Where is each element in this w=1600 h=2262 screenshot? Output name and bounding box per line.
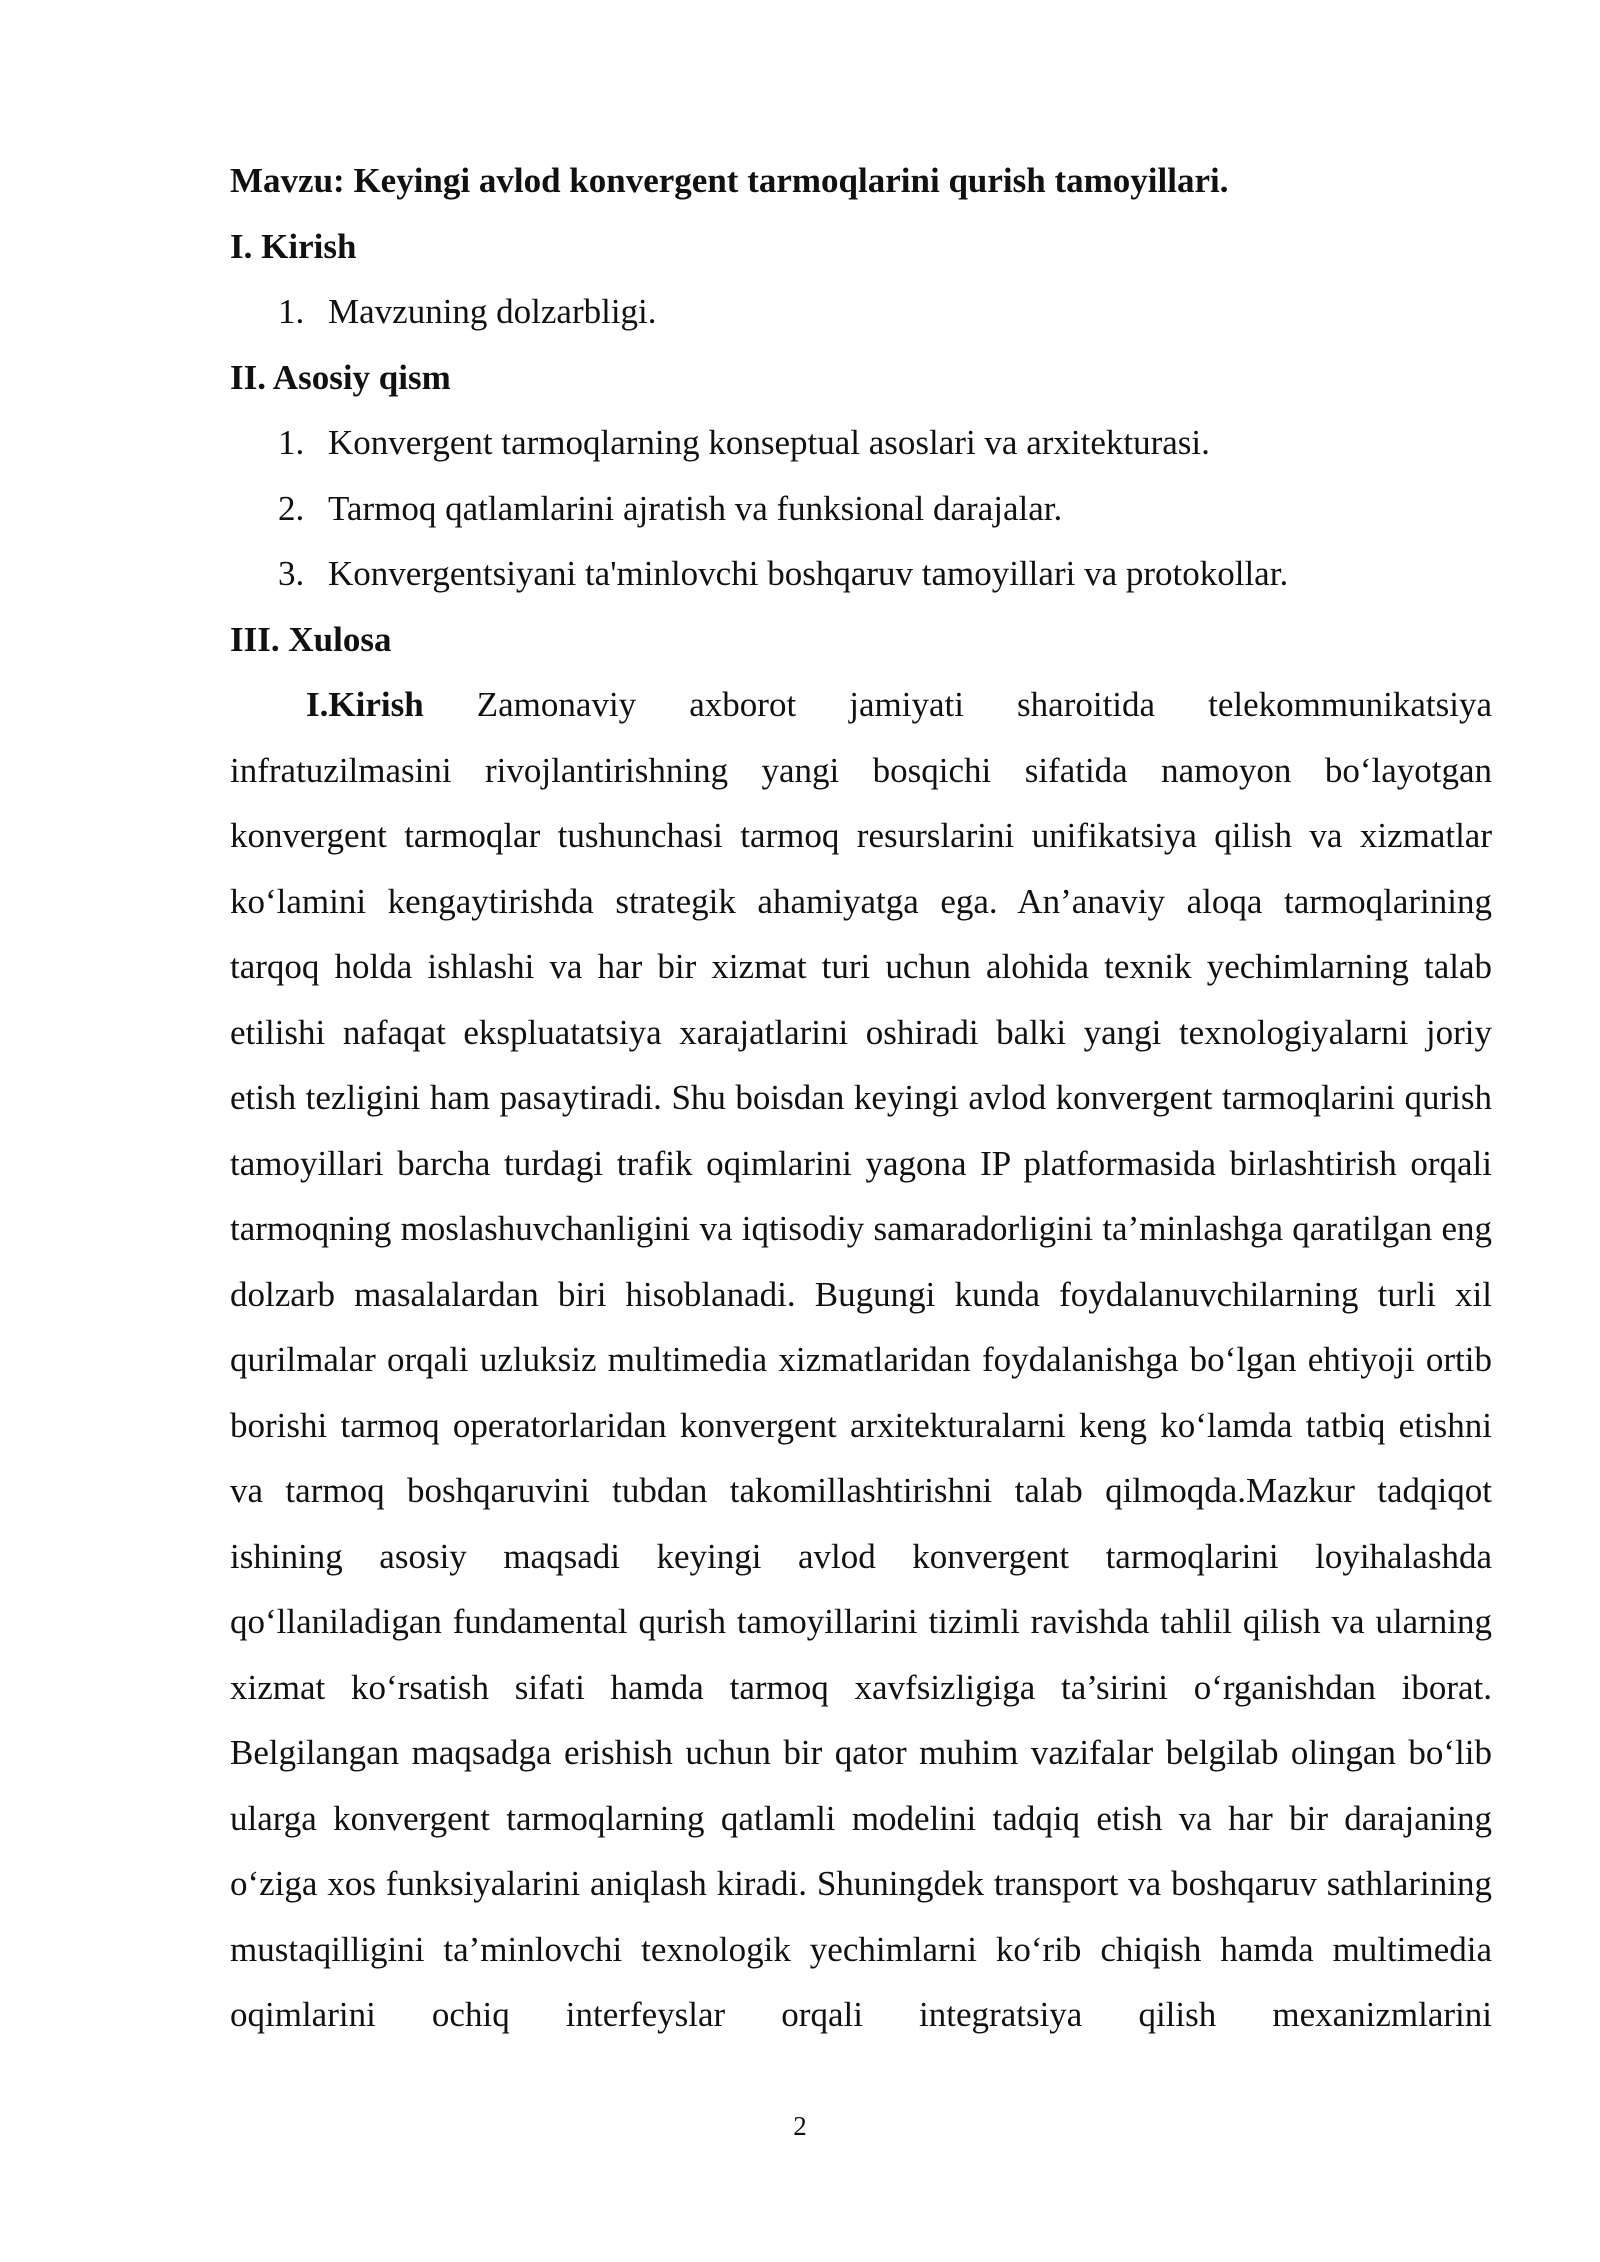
outline-item-text: Tarmoq qatlamlarini ajratish va funksional darajalar. bbox=[328, 488, 1063, 528]
document-title: Mavzu: Keyingi avlod konvergent tarmoqlarini qurish tamoyillari. bbox=[230, 161, 1229, 200]
section-heading-kirish: I. Kirish bbox=[230, 226, 357, 266]
page-content bbox=[230, 148, 1492, 2048]
section-heading-xulosa: III. Xulosa bbox=[230, 619, 392, 659]
outline-item bbox=[230, 541, 1492, 607]
outline-item-number: 1. bbox=[278, 292, 305, 331]
intro-body-text: Zamonaviy axborot jamiyati sharoitida telekommunikatsiya infratuzilmasini rivojlantirishning yangi bosqichi sifatida namoyon bo‘layotgan konvergent tarmoqlar tushunchasi tarmoq resurslarini unifikatsiya qilish va xizmatlar ko‘lamini kengaytirishda strategik ahamiyatga ega. An’anaviy aloqa tarmoqlarining tarqoq holda ishlashi va har bir xizmat turi uchun alohida texnik yechimlarning talab etilishi nafaqat ekspluatatsiya xarajatlarini oshiradi balki yangi texnologiyalarni joriy etish tezligini ham pasaytiradi. Shu boisdan keyingi avlod konvergent tarmoqlarini qurish tamoyillari barcha turdagi trafik oqimlarini yagona IP platformasida birlashtirish orqali tarmoqning moslashuvchanligini va iqtisodiy samaradorligini ta’minlashga qaratilgan eng dolzarb masalalardan biri hisoblanadi. Bugungi kunda foydalanuvchilarning turli xil qurilmalar orqali uzluksiz multimedia xizmatlaridan foydalanishga bo‘lgan ehtiyoji ortib borishi tarmoq operatorlaridan konvergent arxitekturalarni keng ko‘lamda tatbiq etishni va tarmoq boshqaruvini tubdan takomillashtirishni talab qilmoqda.Mazkur tadqiqot ishining asosiy maqsadi keyingi avlod konvergent tarmoqlarini loyihalashda qo‘llaniladigan fundamental qurish tamoyillarini tizimli ravishda tahlil qilish va ularning xizmat ko‘rsatish sifati hamda tarmoq xavfsizligiga ta’sirini o‘rganishdan iborat. Belgilangan maqsadga erishish uchun bir qator muhim vazifalar belgilab olingan bo‘lib ularga konvergent tarmoqlarning qatlamli modelini tadqiq etish va har bir darajaning o‘ziga xos funksiyalarini aniqlash kiradi. Shuningdek transport va boshqaruv sathlarining mustaqilligini ta’minlovchi texnologik yechimlarni ko‘rib chiqish hamda multimedia oqimlarini ochiq interfeyslar orqali integratsiya qilish mexanizmlarini bbox=[230, 685, 1492, 2034]
outline-item-text: Mavzuning dolzarbligi. bbox=[328, 292, 657, 331]
outline-item-text: Konvergentsiyani ta'minlovchi boshqaruv tamoyillari va protokollar. bbox=[328, 554, 1289, 593]
outline-item bbox=[230, 476, 1492, 542]
outline-item bbox=[230, 410, 1492, 476]
page-number: 2 bbox=[793, 2111, 807, 2141]
intro-paragraph bbox=[230, 672, 1492, 2048]
outline-item bbox=[230, 279, 1492, 345]
outline-item-text: Konvergent tarmoqlarning konseptual asoslari va arxitekturasi. bbox=[328, 423, 1210, 462]
intro-run-in-heading: I.Kirish bbox=[306, 685, 424, 724]
section-heading-asosiy-qism: II. Asosiy qism bbox=[230, 357, 451, 397]
outline-item-number: 2. bbox=[278, 488, 305, 528]
outline-item-number: 3. bbox=[278, 554, 305, 593]
outline-item-number: 1. bbox=[278, 423, 305, 462]
